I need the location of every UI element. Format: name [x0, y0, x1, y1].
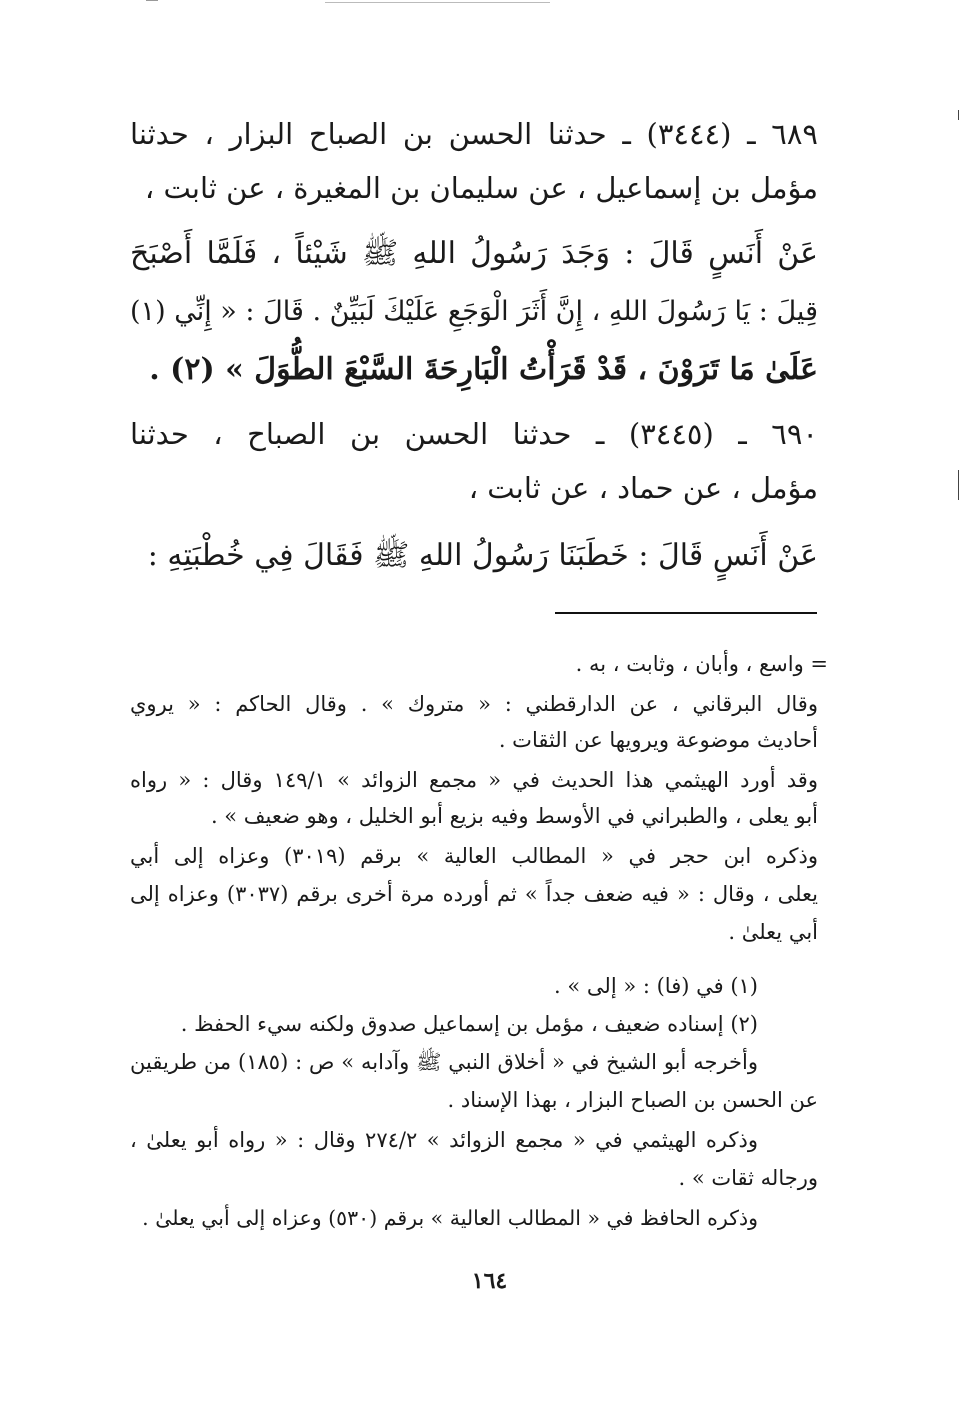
- scan-edge-mark: [146, 0, 158, 1]
- footnote-line: عن الحسن بن الصباح البزار ، بهذا الإسناد .: [447, 1088, 818, 1112]
- footnote-separator: [555, 612, 817, 614]
- matn-line: عَنْ أَنَسٍ قَالَ : وَجَدَ رَسُولُ اللهِ ﷺ شَيْئاً ، فَلَمَّا أَصْبَحَ: [130, 236, 818, 271]
- footnote-line: ورجاله ثقات » .: [678, 1166, 818, 1190]
- margin-mark: [958, 110, 959, 120]
- footnote-line: وقال البرقاني ، عن الدارقطني : « متروك » . وقال الحاكم : « يروي: [130, 692, 818, 716]
- footnote-line: أبي يعلىٰ .: [728, 920, 818, 944]
- isnad-line: ٦٨٩ ـ (٣٤٤٤) ـ حدثنا الحسن بن الصباح البزار ، حدثنا: [130, 117, 819, 151]
- isnad-line: ٦٩٠ ـ (٣٤٤٥) ـ حدثنا الحسن بن الصباح ، حدثنا: [130, 417, 818, 451]
- footnote-line: وأخرجه أبو الشيخ في « أخلاق النبي ﷺ وآدابه » ص : (١٨٥) من طريقين: [130, 1050, 758, 1074]
- matn-line: عَنْ أَنَسٍ قَالَ : خَطَبَنَا رَسُولُ اللهِ ﷺ فَقَالَ فِي خُطْبَتِهِ :: [147, 538, 818, 573]
- page-number: ١٦٤: [471, 1268, 508, 1294]
- footnote-line: وذكره ابن حجر في « المطالب العالية » برقم (٣٠١٩) وعزاه إلى أبي: [130, 844, 818, 868]
- footnote-line: وقد أورد الهيثمي هذا الحديث في « مجمع الزوائد » ١٤٩/١ وقال : « رواه: [130, 768, 818, 792]
- matn-line: عَلَىٰ مَا تَرَوْنَ ، قَدْ قَرَأْتُ الْبَارِحَةَ السَّبْعَ الطُّوَلَ » (٢) .: [149, 352, 818, 387]
- footnote-line: يعلى ، وقال : « فيه ضعف جداً » ثم أورده مرة أخرى برقم (٣٠٣٧) وعزاه إلى: [130, 882, 818, 906]
- footnote-line: أبو يعلى ، والطبراني في الأوسط وفيه بزيع أبو الخليل ، وهو ضعيف » .: [210, 804, 818, 828]
- footnote-line: وذكره الحافظ في « المطالب العالية » برقم (٥٣٠) وعزاه إلى أبي يعلىٰ .: [142, 1206, 758, 1230]
- isnad-line: مؤمل بن إسماعيل ، عن سليمان بن المغيرة ، عن ثابت ،: [144, 171, 818, 205]
- matn-line: قِيلَ : يَا رَسُولَ اللهِ ، إِنَّ أَثَرَ الْوَجَعِ عَلَيْكَ لَبَيِّنٌ . قَالَ : « إِنِّي (١): [130, 296, 818, 327]
- footnote-line: وذكره الهيثمي في « مجمع الزوائد » ٢٧٤/٢ وقال : « رواه أبو يعلىٰ ،: [130, 1128, 759, 1152]
- footnote-line: = واسع ، وأبان ، وثابت ، به .: [575, 652, 828, 676]
- footnote-line: (٢) إسناده ضعيف ، مؤمل بن إسماعيل صدوق ولكنه سيء الحفظ .: [180, 1012, 758, 1036]
- header-rule: [325, 2, 550, 3]
- footnote-line: (١) في (فا) : « إلى » .: [554, 974, 758, 998]
- footnote-line: أحاديث موضوعة ويرويها عن الثقات .: [498, 728, 818, 752]
- isnad-line: مؤمل ، عن حماد ، عن ثابت ،: [468, 471, 818, 505]
- margin-mark: [958, 470, 959, 500]
